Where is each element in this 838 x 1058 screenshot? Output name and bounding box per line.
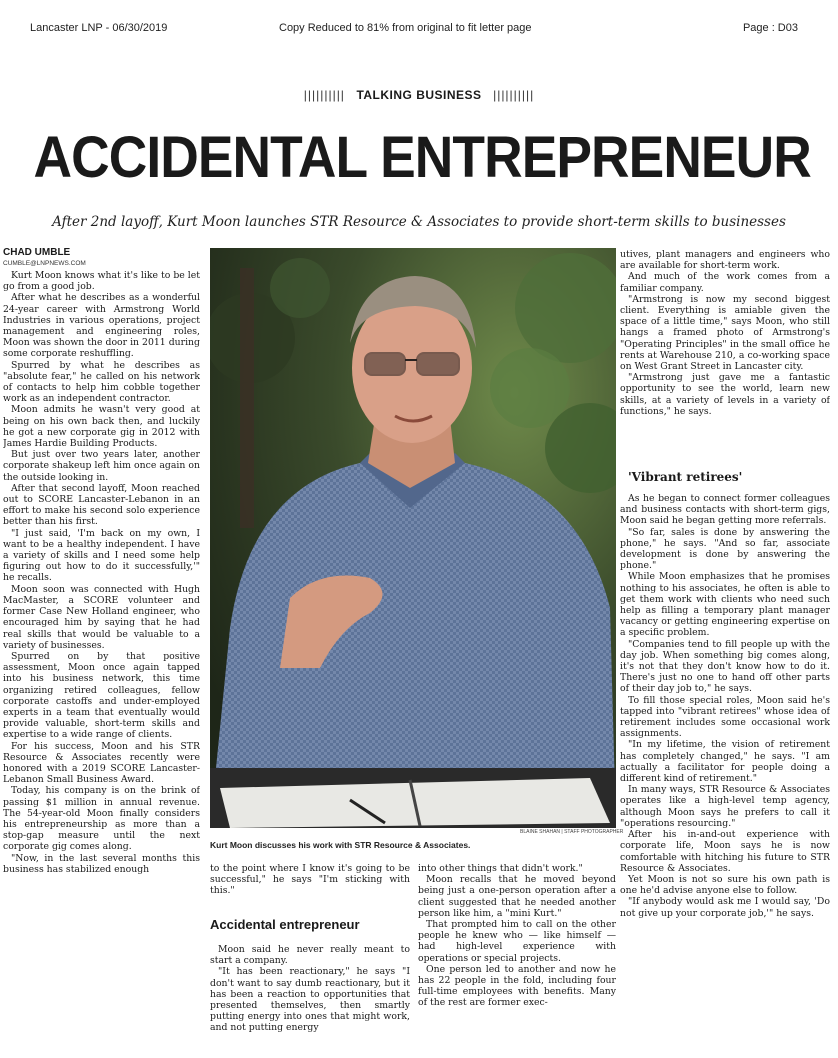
paragraph: Kurt Moon knows what it's like to be let go from a good job. xyxy=(3,270,200,293)
paragraph: "Armstrong is now my second biggest client. Everything is amiable given the space of a little time," says Moon, who still hangs a framed photo of Armstrong's "Operating Principles" in the small office he rents at Warehouse 210, a co-working space on West Grant Street in Lancaster city. xyxy=(620,293,830,373)
paragraph: While Moon emphasizes that he promises nothing to his associates, he often is able to get them work with clients who need such help as filling a temporary plant manager vacancy or getting engineering expertise on a specific problem. xyxy=(620,571,830,639)
section-bars-right: |||||||||| xyxy=(493,88,535,102)
paragraph: After what he describes as a wonderful 24-year career with Armstrong World Industries in various operations, project management and engineering roles, Moon was shown the door in 2011 during some corporate reshuffling. xyxy=(3,292,200,360)
paragraph: utives, plant managers and engineers who are available for short-term work. xyxy=(620,249,830,272)
paragraph: "Now, in the last several months this business has stabilized enough xyxy=(3,852,200,875)
page-header-note: Copy Reduced to 81% from original to fit letter page xyxy=(279,22,532,34)
paragraph: "I just said, 'I'm back on my own, I want to be a healthy independent. I have a variety of skills and I need some help figuring out how to do it successfully,'" he recalls. xyxy=(3,527,200,584)
section-tag xyxy=(0,88,838,102)
paragraph: "If anybody would ask me I would say, 'Do not give up your corporate job,'" he says. xyxy=(620,896,830,919)
paragraph: Moon recalls that he moved beyond being just a one-person operation after a client suggested that he needed another person like him, a "mini Kurt." xyxy=(418,874,616,919)
paragraph: Yet Moon is not so sure his own path is one he'd advise anyone else to follow. xyxy=(620,873,830,897)
article-column-4-bottom xyxy=(620,493,830,1051)
paragraph: Today, his company is on the brink of passing $1 million in annual revenue. The 54-year-old Moon finally considers his entrepreneurship as more than a stop-gap measure until the next corporate gig comes along. xyxy=(3,785,200,853)
paragraph: Spurred on by that positive assessment, Moon once again tapped into his business network, this time organizing retired colleagues, fellow corporate castoffs and under-employed experts in a team that eventually would provide valuable, short-term skills and expertise to a wide range of clients. xyxy=(3,650,200,741)
article-column-4-top xyxy=(620,249,830,464)
paragraph: For his success, Moon and his STR Resource & Associates recently were honored with a 2019 SCORE Lancaster-Lebanon Small Business Award. xyxy=(3,740,200,786)
deck-subheadline: After 2nd layoff, Kurt Moon launches STR Resource & Associates to provide short-term skills to businesses xyxy=(52,214,786,230)
paragraph: After that second layoff, Moon reached out to SCORE Lancaster-Lebanon in an effort to make his second solo experience better than his first. xyxy=(3,482,200,528)
paragraph: To fill those special roles, Moon said he's tapped into "vibrant retirees" whose idea of retirement includes some occasional work assignments. xyxy=(620,694,830,740)
paragraph: Moon soon was connected with Hugh MacMaster, a SCORE volunteer and former Case New Holland engineer, who encouraged him by saying that he had real skills that would be valuable to a variety of businesses. xyxy=(3,583,200,651)
byline-name: CHAD UMBLE xyxy=(3,247,71,258)
paragraph: "Companies tend to fill people up with the day job. When something big comes along, it's not that they don't know how to do it. There's just no one to hand off other parts of their day job to," he says. xyxy=(620,638,830,695)
paragraph: Moon said he never really meant to start a company. xyxy=(210,944,410,967)
paragraph: One person led to another and now he has 22 people in the fold, including four full-time employees with benefits. Many of the rest are former exec- xyxy=(418,963,616,1009)
article-column-1 xyxy=(3,270,200,1050)
paragraph: Moon admits he wasn't very good at being on his own back then, and luckily he got a new corporate gig in 2012 with James Hardie Building Products. xyxy=(3,404,200,450)
subhead-accidental-entrepreneur: Accidental entrepreneur xyxy=(210,917,360,932)
headline: ACCIDENTAL ENTREPRENEUR xyxy=(33,125,811,190)
section-bars-left: |||||||||| xyxy=(303,88,345,102)
page-header-page-number: Page : D03 xyxy=(742,22,798,34)
photo-credit: BLAINE SHAHAN | STAFF PHOTOGRAPHER xyxy=(520,829,624,835)
paragraph: "Armstrong just gave me a fantastic opportunity to see the world, learn new skills, at a variety of levels in a variety of functions," he says. xyxy=(620,372,830,417)
paragraph: But just over two years later, another corporate shakeup left him once again on the outside looking in. xyxy=(3,449,200,483)
paragraph: In many ways, STR Resource & Associates operates like a high-level temp agency, although Moon says he prefers to call it "operations resourcing." xyxy=(620,784,830,829)
paragraph: As he began to connect former colleagues and business contacts with short-term gigs, Moon said he began getting more referrals. xyxy=(620,493,830,527)
paragraph: And much of the work comes from a familiar company. xyxy=(620,271,830,294)
photo-illustration xyxy=(210,248,616,828)
paragraph: "It has been reactionary," he says "I don't want to say dumb reactionary, but it has been a reaction to opportunities that presented themselves, then smartly putting energy into ones that might work, and not putting energy xyxy=(210,966,410,1034)
page-header-source: Lancaster LNP - 06/30/2019 xyxy=(30,22,168,34)
article-column-2-bottom xyxy=(210,944,410,1051)
article-photo xyxy=(210,248,616,828)
article-column-3 xyxy=(418,863,616,1051)
photo-caption: Kurt Moon discusses his work with STR Resource & Associates. xyxy=(210,840,471,850)
paragraph: to the point where I know it's going to be successful," he says "I'm sticking with this." xyxy=(210,863,410,897)
article-column-2-top xyxy=(210,863,410,911)
paragraph: into other things that didn't work." xyxy=(418,863,583,874)
paragraph: "So far, sales is done by answering the phone," he says. "And so far, associate development is done by answering the phone." xyxy=(620,526,830,572)
byline-email: CUMBLE@LNPNEWS.COM xyxy=(3,260,86,267)
section-label: TALKING BUSINESS xyxy=(356,88,482,102)
paragraph: Spurred by what he describes as "absolute fear," he called on his network of contacts to help him cobble together work as an independent contractor. xyxy=(3,359,200,405)
paragraph: That prompted him to call on the other people he knew who — like himself — had high-level experience with operations or special projects. xyxy=(418,919,616,964)
subhead-vibrant-retirees: 'Vibrant retirees' xyxy=(628,470,743,484)
paragraph: After his in-and-out experience with corporate life, Moon says he is now comfortable with hitching his future to STR Resource & Associates. xyxy=(620,829,830,874)
paragraph: "In my lifetime, the vision of retirement has completely changed," he says. "I am actually a facilitator for people doing a different kind of retirement." xyxy=(620,739,830,785)
